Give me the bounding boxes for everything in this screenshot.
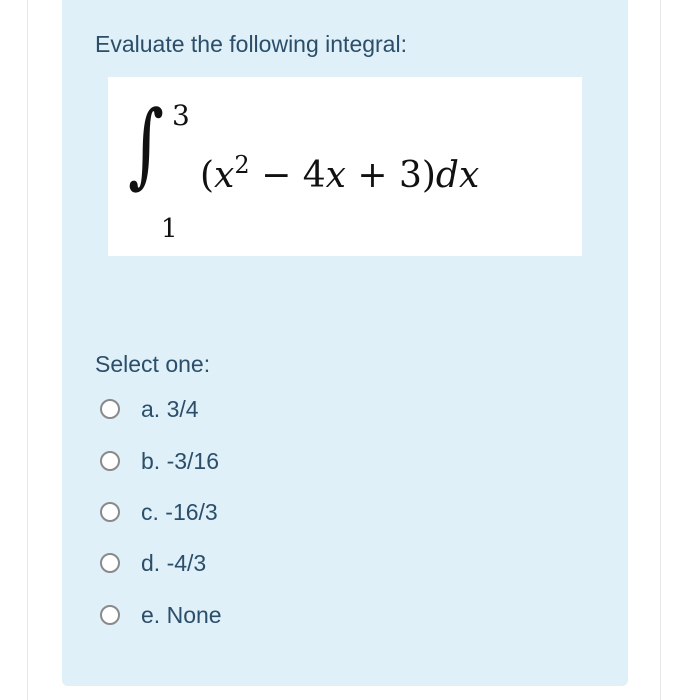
variable-x: x xyxy=(214,155,235,196)
option-letter: d. xyxy=(141,549,161,576)
differential: dx xyxy=(435,155,480,196)
answer-option-b[interactable] xyxy=(100,441,219,481)
answer-option-c[interactable] xyxy=(100,492,218,532)
option-value: -16/3 xyxy=(165,498,218,525)
exponent: 2 xyxy=(234,151,250,179)
integrand-expression xyxy=(200,151,480,196)
variable-x-2: x xyxy=(325,155,346,196)
select-one-label: Select one: xyxy=(95,351,211,377)
radio-button[interactable] xyxy=(100,502,120,522)
option-letter: e. xyxy=(141,601,161,628)
radio-button[interactable] xyxy=(100,399,120,419)
option-letter: a. xyxy=(141,395,161,422)
option-label xyxy=(141,396,199,423)
option-label xyxy=(141,448,219,475)
question-prompt: Evaluate the following integral: xyxy=(95,31,407,57)
question-card xyxy=(62,0,628,686)
option-value: -4/3 xyxy=(166,549,207,576)
middle-term: − 4 xyxy=(249,155,326,196)
radio-button[interactable] xyxy=(100,605,120,625)
option-letter: b. xyxy=(141,447,161,474)
integral-sign: ∫ xyxy=(128,91,164,198)
integral-upper-limit: 3 xyxy=(172,99,190,132)
radio-button[interactable] xyxy=(100,553,120,573)
integral-lower-limit: 1 xyxy=(161,214,178,244)
radio-button[interactable] xyxy=(100,451,120,471)
integral-formula-image xyxy=(108,77,582,256)
option-value: -3/16 xyxy=(166,447,220,474)
tail-term: + 3) xyxy=(345,155,436,196)
option-label xyxy=(141,550,206,577)
option-label xyxy=(141,499,218,526)
answer-option-d[interactable] xyxy=(100,543,206,583)
option-value: None xyxy=(166,601,222,628)
option-value: 3/4 xyxy=(166,395,199,422)
answer-option-e[interactable] xyxy=(100,595,222,635)
open-paren: ( xyxy=(200,155,215,196)
answer-option-a[interactable] xyxy=(100,389,199,429)
option-label xyxy=(141,602,222,629)
option-letter: c. xyxy=(141,498,159,525)
